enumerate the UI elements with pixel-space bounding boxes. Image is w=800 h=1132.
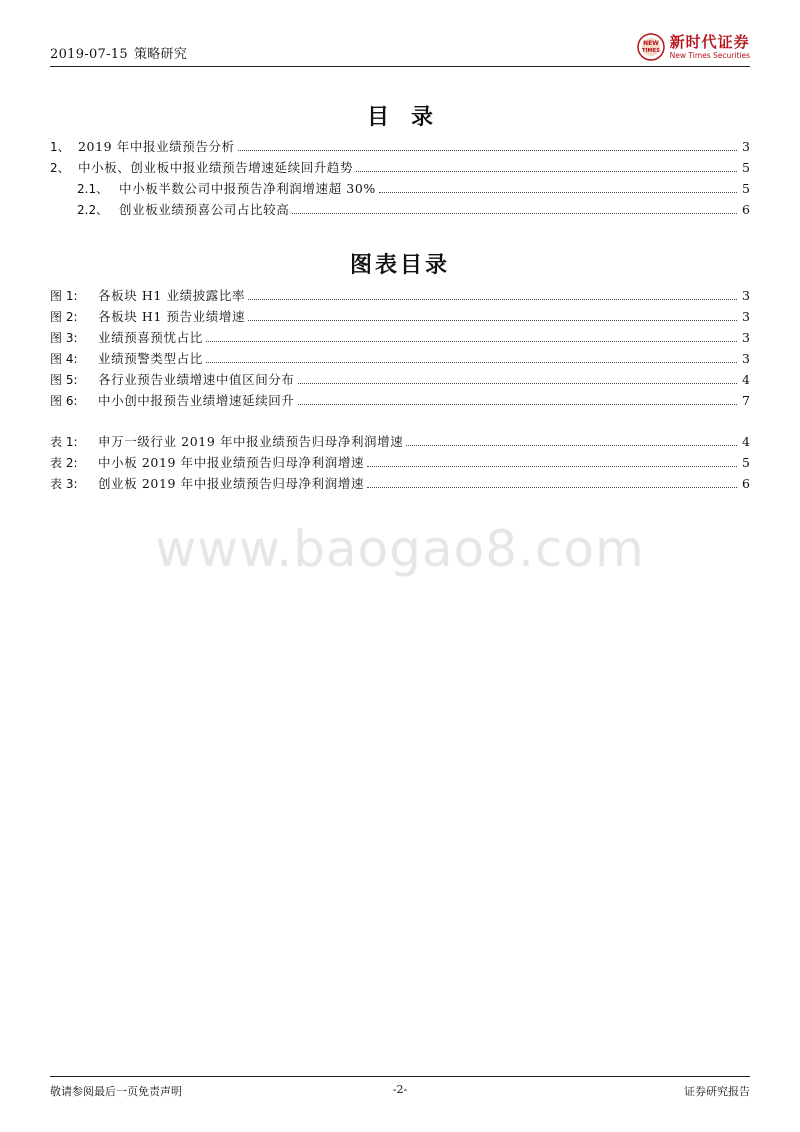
figure-text: 各板块 H1 预告业绩增速 [98,309,246,324]
figure-entry[interactable] [50,286,750,304]
table-number: 表 1: [50,435,78,449]
table-page: 6 [742,476,750,491]
table-text: 申万一级行业 2019 年中报业绩预告归母净利润增速 [98,434,404,449]
page-footer [50,1076,750,1101]
figure-page: 3 [742,309,750,324]
footer-report-type: 证券研究报告 [684,1085,750,1098]
figure-number: 图 6: [50,394,78,408]
report-category: 策略研究 [133,47,188,62]
dot-leader [356,164,737,173]
toc-page: 5 [742,181,750,196]
figure-entry[interactable] [50,349,750,367]
figure-page: 3 [742,351,750,366]
table-page: 4 [742,434,750,449]
toc-text: 中小板、创业板中报业绩预告增速延续回升趋势 [78,160,354,175]
toc-text: 中小板半数公司中报预告净利润增速超 30% [119,181,376,196]
toc-entry[interactable] [50,200,750,218]
figure-text: 业绩预喜预忧占比 [98,330,203,345]
page-number: -2- [392,1083,408,1096]
figure-number: 图 2: [50,310,78,324]
toc-number: 2.1、 [77,182,109,196]
table-text: 中小板 2019 年中报业绩预告归母净利润增速 [98,455,365,470]
dot-leader [379,185,737,194]
dot-leader [238,143,737,152]
figure-page: 7 [742,393,750,408]
svg-text:NEW: NEW [642,40,659,47]
figure-page: 3 [742,288,750,303]
dot-leader [248,292,737,301]
table-text: 创业板 2019 年中报业绩预告归母净利润增速 [98,476,365,491]
figure-entry[interactable] [50,391,750,409]
toc-page: 3 [742,139,750,154]
figure-entry[interactable] [50,328,750,346]
toc-entry[interactable] [50,158,750,176]
figure-number: 图 3: [50,331,78,345]
figures-title: 图表目录 [349,253,450,278]
table-page: 5 [742,455,750,470]
figure-text: 中小创中报预告业绩增速延续回升 [98,393,295,408]
page-header [50,28,750,67]
toc-text: 创业板业绩预喜公司占比较高 [119,202,290,217]
table-number: 表 3: [50,477,78,491]
svg-text:TIMES: TIMES [641,48,660,54]
logo-name-en: New Times Securities [669,50,750,60]
table-entry[interactable] [50,453,750,471]
dot-leader [206,355,737,364]
figure-text: 各板块 H1 业绩披露比率 [98,288,246,303]
dot-leader [248,313,737,322]
dot-leader [206,334,737,343]
figure-text: 各行业预告业绩增速中值区间分布 [98,372,295,387]
logo-name-cn: 新时代证券 [669,32,750,51]
report-date: 2019-07-15 [50,47,128,62]
figure-number: 图 4: [50,352,78,366]
table-entry[interactable] [50,432,750,450]
logo-emblem-icon [636,32,666,62]
header-meta [50,43,187,62]
figure-page: 4 [742,372,750,387]
brand-logo [636,32,750,62]
dot-leader [406,438,737,447]
table-number: 表 2: [50,456,78,470]
figure-number: 图 5: [50,373,78,387]
toc-page: 6 [742,202,750,217]
toc-entry[interactable] [50,179,750,197]
toc-number: 1、 [50,140,70,154]
toc-number: 2、 [50,161,70,175]
dot-leader [367,480,737,489]
dot-leader [298,376,737,385]
figure-text: 业绩预警类型占比 [98,351,203,366]
dot-leader [298,397,737,406]
figure-page: 3 [742,330,750,345]
dot-leader [292,206,737,215]
dot-leader [367,459,737,468]
figure-number: 图 1: [50,289,78,303]
toc-page: 5 [742,160,750,175]
toc-entry[interactable] [50,137,750,155]
figure-entry[interactable] [50,307,750,325]
figure-entry[interactable] [50,370,750,388]
toc-number: 2.2、 [77,203,109,217]
table-entry[interactable] [50,474,750,492]
footer-disclaimer: 敬请参阅最后一页免责声明 [50,1085,182,1098]
toc-title: 目录 [366,105,455,130]
watermark: www.baogao8.com [155,520,645,578]
toc-text: 2019 年中报业绩预告分析 [78,139,235,154]
